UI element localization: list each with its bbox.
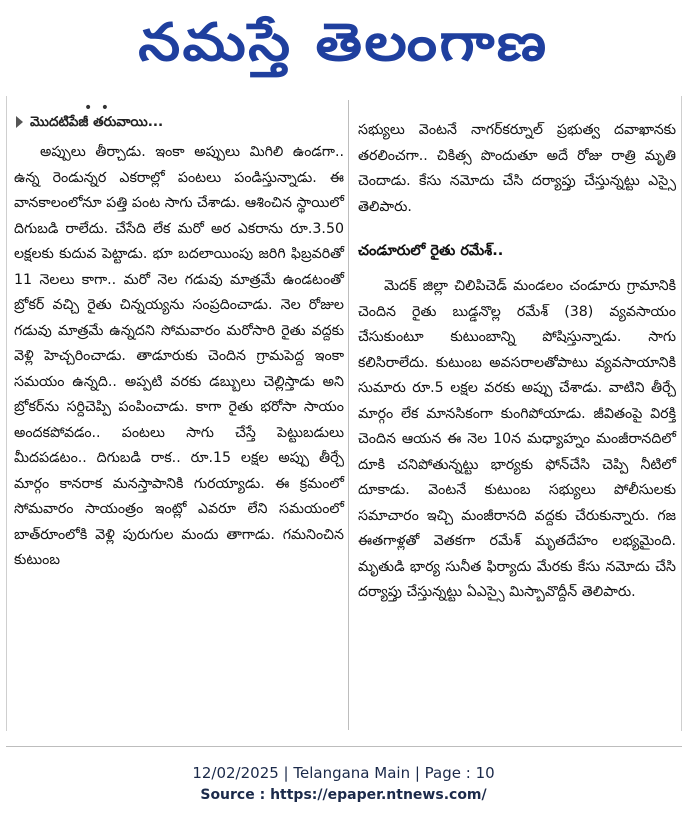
masthead-title: నమస్తే తెలంగాణ: [138, 13, 549, 73]
article-left-column: [14, 100, 344, 574]
body-paragraph-right: మెదక్ జిల్లా చిలిపిచెడ్ మండలం చండూరు గ్రామానికి చెందిన రైతు బుడ్డనొల్ల రమేశ్ (38) వ్యవసాయం చేసుకుంటూ కుటుంబాన్ని పోషిస్తున్నాడు. సాగు కలిసిరాలేదు. కుటుంబ అవసరాలతోపాటు వ్యవసాయానికి సుమారు రూ.5 లక్షల వరకు అప్పు చేశాడు. వాటిని తీర్చే మార్గం లేక మానసికంగా కుంగిపోయాడు. జీవితంపై విరక్తి చెందిన ఆయన ఈ నెల 10న మధ్యాహ్నం మంజీరానదిలో దూకి చనిపోతున్నట్టు భార్యకు ఫోన్‌చేసి చెప్పి నీటిలో దూకాడు. వెంటనే కుటుంబ సభ్యులు పోలీసులకు సమాచారం ఇచ్చి మంజీరానది వద్దకు చేరుకున్నారు. గజ ఈతగాళ్లతో వెతకగా రమేశ్ మృతదేహం లభ్యమైంది. మృతుడి భార్య సునీత ఫిర్యాదు మేరకు కేసు నమోదు చేసి దర్యాప్తు చేస్తున్నట్టు ఏఎస్సై మిస్బావొద్దీన్ తెలిపారు.: [358, 278, 676, 600]
newspaper-masthead: [0, 8, 687, 78]
footer-rule: [6, 746, 682, 747]
subheading: చండూరులో రైతు రమేశ్..: [358, 243, 504, 259]
body-paragraph-continued: సభ్యులు వెంటనే నాగర్‌కర్నూల్ ప్రభుత్వ దవాఖానకు తరలించగా.. చికిత్స పొందుతూ అదే రోజు రాత్రి మృతి చెందాడు. కేసు నమోదు చేసి దర్యాప్తు చేస్తున్నట్టు ఎస్సై తెలిపారు.: [358, 122, 676, 215]
continuation-kicker: [14, 100, 344, 136]
article-right-column: [358, 118, 676, 606]
page-footer: [0, 762, 687, 806]
edition-info: 12/02/2025 | Telangana Main | Page : 10: [192, 764, 495, 782]
kicker-label: మొదటిపేజీ తరువాయి...: [30, 114, 164, 130]
chevron-right-icon: [16, 116, 23, 128]
frame-left-rule: [6, 96, 7, 731]
frame-right-rule: [681, 96, 682, 731]
kicker-marks: • •: [84, 100, 111, 116]
source-link[interactable]: Source : https://epaper.ntnews.com/: [200, 787, 487, 803]
body-paragraph-left: అప్పులు తీర్చాడు. ఇంకా అప్పులు మిగిలి ఉండగా.. ఉన్న రెండున్నర ఎకరాల్లో పంటలు పండిస్తున్నాడు. ఈ వానకాలంలోనూ పత్తి పంట సాగు చేశాడు. ఆశించిన స్థాయిలో దిగుబడి రాలేదు. చేసేది లేక మరో అర ఎకరాను రూ.3.50 లక్షలకు కుదువ పెట్టాడు. భూ బదలాయింపు జరిగి ఫిబ్రవరితో 11 నెలలు కాగా.. మరో నెల గడువు మాత్రమే ఉండటంతో బ్రోకర్ వచ్చి రైతు చిన్నయ్యను సంప్రదించాడు. నెల రోజుల గడువు మాత్రమే ఉన్నదని సోమవారం మరోసారి రైతు వద్దకు వెళ్లి హెచ్చరించాడు. తాడూరుకు చెందిన గ్రామపెద్ద ఇంకా సమయం ఉన్నది.. అప్పటి వరకు డబ్బులు చెల్లిస్తాడు అని బ్రోకర్‌ను సర్దిచెప్పి పంపించాడు. కాగా రైతు భరోసా సాయం అందకపోవడం.. పంటలు సాగు చేస్తే పెట్టుబడులు మీదపడటం.. దిగుబడి రాక.. రూ.15 లక్షల అప్పు తీర్చే మార్గం కానరాక మనస్తాపానికి గురయ్యాడు. ఈ క్రమంలో సోమవారం సాయంత్రం ఇంట్లో ఎవరూ లేని సమయంలో బాత్‌రూంలోకి వెళ్లి పురుగుల మందు తాగాడు. గమనించిన కుటుంబ: [14, 144, 344, 568]
column-divider: [348, 100, 349, 730]
